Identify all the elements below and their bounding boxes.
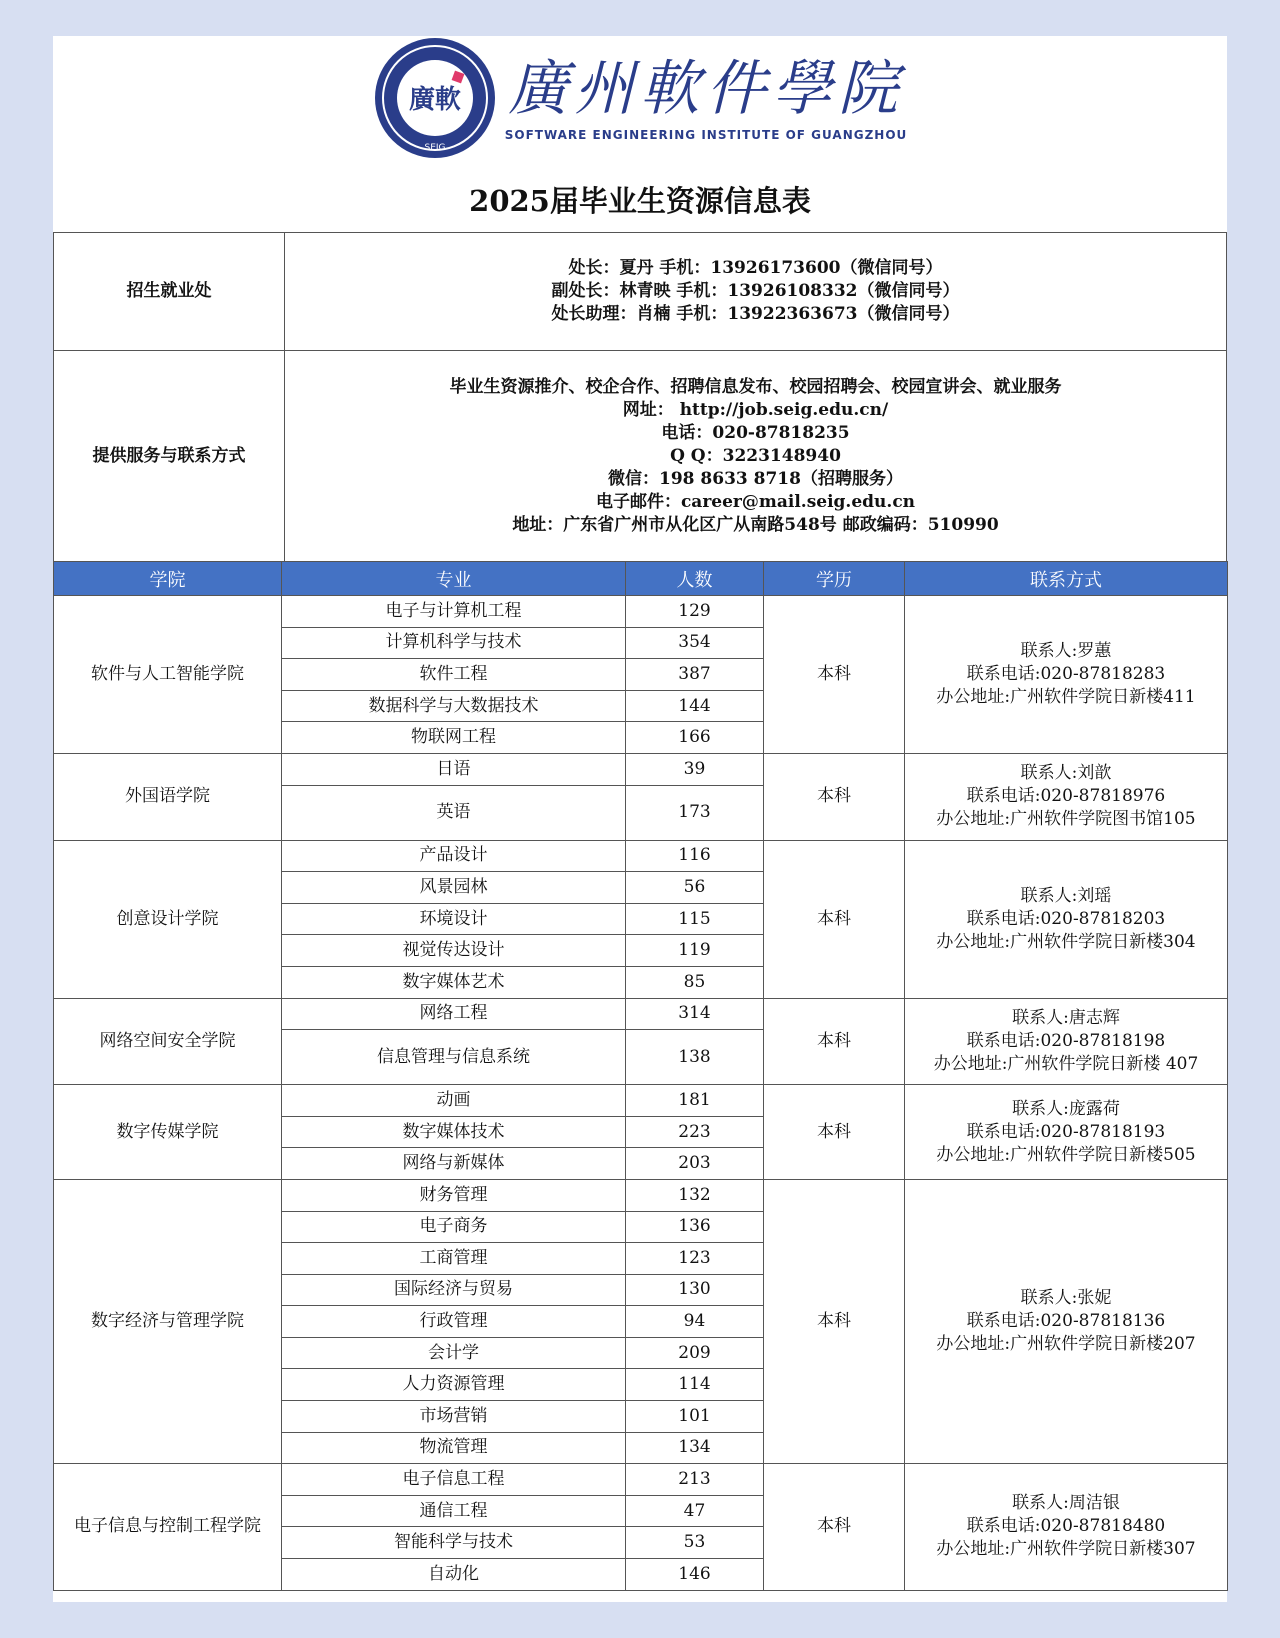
major-name: 信息管理与信息系统 bbox=[282, 1030, 626, 1085]
graduate-count: 166 bbox=[626, 722, 764, 754]
office-line: 处长：夏丹 手机：13926173600（微信同号） bbox=[568, 258, 943, 278]
service-line: 毕业生资源推介、校企合作、招聘信息发布、校园招聘会、校园宣讲会、就业服务 bbox=[449, 376, 1062, 397]
graduate-count: 53 bbox=[626, 1527, 764, 1559]
contact-line: 联系电话:020-87818198 bbox=[966, 1030, 1166, 1051]
table-row bbox=[54, 596, 1228, 628]
college-name: 创意设计学院 bbox=[54, 840, 282, 998]
school-seal-icon bbox=[373, 36, 497, 160]
service-line: 微信：198 8633 8718（招聘服务） bbox=[608, 468, 903, 489]
graduate-count: 181 bbox=[626, 1085, 764, 1117]
major-name: 国际经济与贸易 bbox=[282, 1274, 626, 1306]
col-header-count: 人数 bbox=[626, 562, 764, 596]
contact-line: 联系人:罗蕙 bbox=[1020, 640, 1112, 661]
table-header-row bbox=[54, 562, 1228, 596]
col-header-college: 学院 bbox=[54, 562, 282, 596]
office-line: 副处长：林青映 手机：13926108332（微信同号） bbox=[551, 281, 960, 301]
graduate-count: 115 bbox=[626, 903, 764, 935]
seal-center-text: 廣軟 bbox=[408, 85, 461, 115]
major-name: 行政管理 bbox=[282, 1306, 626, 1338]
graduate-count: 146 bbox=[626, 1559, 764, 1591]
college-contact bbox=[905, 596, 1228, 754]
contact-line: 联系电话:020-87818193 bbox=[966, 1121, 1166, 1142]
major-name: 物联网工程 bbox=[282, 722, 626, 754]
major-name: 电子与计算机工程 bbox=[282, 596, 626, 628]
major-name: 视觉传达设计 bbox=[282, 935, 626, 967]
graduate-count: 203 bbox=[626, 1148, 764, 1180]
graduate-count: 354 bbox=[626, 627, 764, 659]
degree-level: 本科 bbox=[764, 753, 905, 840]
major-name: 软件工程 bbox=[282, 659, 626, 691]
major-name: 市场营销 bbox=[282, 1401, 626, 1433]
college-name: 数字经济与管理学院 bbox=[54, 1179, 282, 1463]
college-contact bbox=[905, 1179, 1228, 1463]
major-name: 会计学 bbox=[282, 1337, 626, 1369]
major-name: 人力资源管理 bbox=[282, 1369, 626, 1401]
contact-line: 办公地址:广州软件学院日新楼307 bbox=[936, 1539, 1196, 1560]
degree-level: 本科 bbox=[764, 596, 905, 754]
college-name: 电子信息与控制工程学院 bbox=[54, 1464, 282, 1590]
table-row bbox=[54, 1179, 1228, 1211]
table-row bbox=[54, 840, 1228, 872]
table-body bbox=[54, 596, 1228, 1591]
seal-sub-text: SEIG bbox=[424, 143, 446, 153]
service-line: 网址： http://job.seig.edu.cn/ bbox=[622, 399, 889, 420]
college-name: 外国语学院 bbox=[54, 753, 282, 840]
graduate-count: 134 bbox=[626, 1432, 764, 1464]
service-details bbox=[285, 351, 1227, 562]
major-name: 动画 bbox=[282, 1085, 626, 1117]
table-row bbox=[54, 998, 1228, 1030]
major-name: 环境设计 bbox=[282, 903, 626, 935]
contact-line: 联系人:唐志辉 bbox=[1012, 1007, 1120, 1028]
major-name: 产品设计 bbox=[282, 840, 626, 872]
major-name: 网络工程 bbox=[282, 998, 626, 1030]
major-name: 数字媒体技术 bbox=[282, 1116, 626, 1148]
document-sheet bbox=[53, 36, 1227, 1602]
office-label: 招生就业处 bbox=[54, 233, 285, 351]
major-name: 电子信息工程 bbox=[282, 1464, 626, 1496]
graduate-count: 223 bbox=[626, 1116, 764, 1148]
graduate-count: 130 bbox=[626, 1274, 764, 1306]
contact-line: 联系人:周洁银 bbox=[1012, 1493, 1120, 1514]
contact-line: 办公地址:广州软件学院日新楼304 bbox=[936, 931, 1196, 952]
contact-line: 联系电话:020-87818203 bbox=[966, 908, 1166, 929]
logo-text bbox=[505, 54, 908, 142]
graduate-count: 209 bbox=[626, 1337, 764, 1369]
contact-line: 联系电话:020-87818136 bbox=[966, 1311, 1166, 1332]
major-name: 通信工程 bbox=[282, 1495, 626, 1527]
graduate-count: 47 bbox=[626, 1495, 764, 1527]
service-line: Q Q：3223148940 bbox=[670, 445, 841, 466]
contact-line: 办公地址:广州软件学院日新楼 407 bbox=[933, 1053, 1199, 1074]
major-name: 数据科学与大数据技术 bbox=[282, 690, 626, 722]
col-header-degree: 学历 bbox=[764, 562, 905, 596]
major-name: 数字媒体艺术 bbox=[282, 966, 626, 998]
graduates-table bbox=[53, 561, 1228, 1591]
graduate-count: 39 bbox=[626, 753, 764, 785]
graduate-count: 114 bbox=[626, 1369, 764, 1401]
college-contact bbox=[905, 1085, 1228, 1180]
service-line: 电子邮件：career@mail.seig.edu.cn bbox=[595, 491, 916, 512]
graduate-count: 129 bbox=[626, 596, 764, 628]
college-contact bbox=[905, 753, 1228, 840]
graduate-count: 138 bbox=[626, 1030, 764, 1085]
college-name: 网络空间安全学院 bbox=[54, 998, 282, 1085]
table-row bbox=[54, 753, 1228, 785]
major-name: 电子商务 bbox=[282, 1211, 626, 1243]
service-label: 提供服务与联系方式 bbox=[54, 351, 285, 562]
col-header-contact: 联系方式 bbox=[905, 562, 1228, 596]
college-name: 数字传媒学院 bbox=[54, 1085, 282, 1180]
major-name: 风景园林 bbox=[282, 872, 626, 904]
graduate-count: 119 bbox=[626, 935, 764, 967]
office-line: 处长助理：肖楠 手机：13922363673（微信同号） bbox=[551, 304, 960, 324]
major-name: 日语 bbox=[282, 753, 626, 785]
degree-level: 本科 bbox=[764, 840, 905, 998]
graduate-count: 213 bbox=[626, 1464, 764, 1496]
table-row bbox=[54, 1085, 1228, 1117]
major-name: 计算机科学与技术 bbox=[282, 627, 626, 659]
major-name: 物流管理 bbox=[282, 1432, 626, 1464]
degree-level: 本科 bbox=[764, 1179, 905, 1463]
graduate-count: 132 bbox=[626, 1179, 764, 1211]
contact-line: 联系人:张妮 bbox=[1020, 1288, 1112, 1309]
col-header-major: 专业 bbox=[282, 562, 626, 596]
college-contact bbox=[905, 840, 1228, 998]
major-name: 工商管理 bbox=[282, 1243, 626, 1275]
major-name: 智能科学与技术 bbox=[282, 1527, 626, 1559]
graduate-count: 123 bbox=[626, 1243, 764, 1275]
degree-level: 本科 bbox=[764, 998, 905, 1085]
graduate-count: 314 bbox=[626, 998, 764, 1030]
graduate-count: 56 bbox=[626, 872, 764, 904]
graduate-count: 116 bbox=[626, 840, 764, 872]
college-name: 软件与人工智能学院 bbox=[54, 596, 282, 754]
contact-line: 办公地址:广州软件学院日新楼207 bbox=[936, 1334, 1196, 1355]
graduate-count: 387 bbox=[626, 659, 764, 691]
degree-level: 本科 bbox=[764, 1464, 905, 1590]
logo-english-name: SOFTWARE ENGINEERING INSTITUTE OF GUANGZHOU bbox=[504, 128, 908, 142]
school-logo bbox=[373, 36, 908, 160]
contact-line: 办公地址:广州软件学院日新楼505 bbox=[936, 1144, 1196, 1165]
major-name: 自动化 bbox=[282, 1559, 626, 1591]
school-header bbox=[53, 36, 1227, 160]
degree-level: 本科 bbox=[764, 1085, 905, 1180]
contact-line: 办公地址:广州软件学院日新楼411 bbox=[936, 686, 1196, 707]
major-name: 英语 bbox=[282, 785, 626, 840]
service-line: 电话：020-87818235 bbox=[661, 422, 850, 443]
contact-line: 联系人:刘歆 bbox=[1020, 763, 1112, 784]
office-details bbox=[285, 233, 1227, 351]
contact-line: 联系电话:020-87818283 bbox=[966, 663, 1166, 684]
graduate-count: 144 bbox=[626, 690, 764, 722]
graduate-count: 136 bbox=[626, 1211, 764, 1243]
major-name: 财务管理 bbox=[282, 1179, 626, 1211]
page-title: 2025届毕业生资源信息表 bbox=[469, 183, 811, 218]
contact-line: 联系电话:020-87818480 bbox=[966, 1516, 1166, 1537]
contact-line: 联系人:刘瑶 bbox=[1020, 885, 1112, 906]
contact-line: 联系人:庞露荷 bbox=[1012, 1098, 1120, 1119]
graduate-count: 94 bbox=[626, 1306, 764, 1338]
table-row bbox=[54, 1464, 1228, 1496]
service-line: 地址：广东省广州市从化区广从南路548号 邮政编码：510990 bbox=[512, 514, 999, 535]
graduate-count: 173 bbox=[626, 785, 764, 840]
college-contact bbox=[905, 1464, 1228, 1590]
contact-line: 联系电话:020-87818976 bbox=[966, 786, 1166, 807]
contact-info-table bbox=[53, 232, 1227, 562]
major-name: 网络与新媒体 bbox=[282, 1148, 626, 1180]
logo-chinese-name: 廣州軟件學院 bbox=[508, 54, 904, 124]
graduate-count: 85 bbox=[626, 966, 764, 998]
graduate-count: 101 bbox=[626, 1401, 764, 1433]
contact-line: 办公地址:广州软件学院图书馆105 bbox=[936, 809, 1196, 830]
college-contact bbox=[905, 998, 1228, 1085]
